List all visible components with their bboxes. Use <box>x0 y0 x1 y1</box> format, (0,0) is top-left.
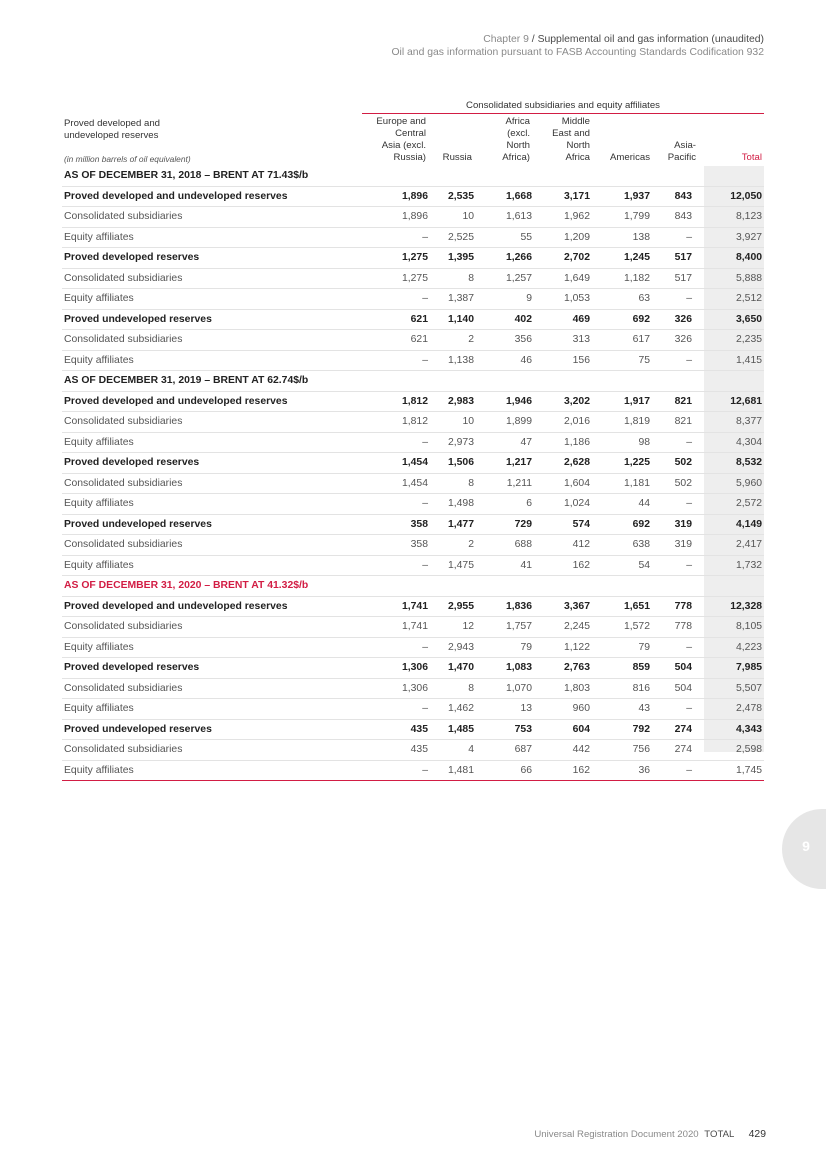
row-label-title: Proved developed and undeveloped reserves <box>64 118 161 141</box>
value-cell: 55 <box>474 227 532 248</box>
value-cell: 319 <box>650 514 692 535</box>
value-cell: 8 <box>428 473 474 494</box>
value-cell: 1,946 <box>474 391 532 412</box>
value-cell: 2 <box>428 535 474 556</box>
table-row <box>62 453 764 474</box>
value-cell: 1,070 <box>474 678 532 699</box>
value-cell: 162 <box>532 555 590 576</box>
value-cell: – <box>364 350 428 371</box>
value-cell: 1,757 <box>474 617 532 638</box>
value-cell: 1,917 <box>590 391 650 412</box>
column-header: Americas <box>610 152 650 163</box>
section-header-row <box>62 576 764 597</box>
value-cell: 75 <box>590 350 650 371</box>
value-cell: 2 <box>428 330 474 351</box>
brand-name: TOTAL <box>704 1129 734 1140</box>
total-cell: 2,512 <box>692 289 764 310</box>
value-cell: 1,275 <box>364 248 428 269</box>
value-cell: 504 <box>650 658 692 679</box>
value-cell: 1,812 <box>364 391 428 412</box>
value-cell: 687 <box>474 740 532 761</box>
total-cell: 1,415 <box>692 350 764 371</box>
value-cell: 4 <box>428 740 474 761</box>
value-cell: 36 <box>590 760 650 781</box>
value-cell: 1,572 <box>590 617 650 638</box>
section-title: AS OF DECEMBER 31, 2019 – BRENT AT 62.74$/b <box>62 371 764 392</box>
value-cell: – <box>650 555 692 576</box>
value-cell: – <box>650 637 692 658</box>
table-row <box>62 699 764 720</box>
chapter-title: Supplemental oil and gas information (unaudited) <box>537 34 764 45</box>
value-cell: 2,628 <box>532 453 590 474</box>
table-row <box>62 391 764 412</box>
row-label: Equity affiliates <box>62 350 364 371</box>
row-label: Proved undeveloped reserves <box>62 719 364 740</box>
value-cell: 1,306 <box>364 658 428 679</box>
total-cell: 2,572 <box>692 494 764 515</box>
value-cell: 688 <box>474 535 532 556</box>
row-label: Equity affiliates <box>62 289 364 310</box>
value-cell: 692 <box>590 514 650 535</box>
value-cell: 1,454 <box>364 453 428 474</box>
value-cell: 692 <box>590 309 650 330</box>
value-cell: 356 <box>474 330 532 351</box>
row-label: Proved developed and undeveloped reserves <box>62 186 364 207</box>
row-label: Equity affiliates <box>62 432 364 453</box>
value-cell: 41 <box>474 555 532 576</box>
value-cell: 621 <box>364 330 428 351</box>
table-row <box>62 309 764 330</box>
value-cell: 502 <box>650 473 692 494</box>
value-cell: – <box>364 289 428 310</box>
value-cell: 2,525 <box>428 227 474 248</box>
value-cell: – <box>650 350 692 371</box>
chapter-line: Chapter 9 / Supplemental oil and gas information (unaudited) <box>483 34 764 45</box>
value-cell: 1,604 <box>532 473 590 494</box>
table-row <box>62 596 764 617</box>
table-row <box>62 227 764 248</box>
value-cell: 843 <box>650 207 692 228</box>
value-cell: 1,741 <box>364 617 428 638</box>
total-cell: 4,149 <box>692 514 764 535</box>
value-cell: 98 <box>590 432 650 453</box>
value-cell: 1,937 <box>590 186 650 207</box>
total-cell: 5,960 <box>692 473 764 494</box>
chapter-tab-number: 9 <box>802 838 810 854</box>
total-cell: 3,650 <box>692 309 764 330</box>
value-cell: 1,024 <box>532 494 590 515</box>
value-cell: 2,016 <box>532 412 590 433</box>
value-cell: 412 <box>532 535 590 556</box>
value-cell: 46 <box>474 350 532 371</box>
row-label: Proved undeveloped reserves <box>62 514 364 535</box>
column-header: Asia- Pacific <box>667 140 696 163</box>
value-cell: 13 <box>474 699 532 720</box>
section-title: AS OF DECEMBER 31, 2018 – BRENT AT 71.43$/b <box>62 166 764 186</box>
value-cell: 1,649 <box>532 268 590 289</box>
value-cell: 792 <box>590 719 650 740</box>
value-cell: 156 <box>532 350 590 371</box>
table-row <box>62 637 764 658</box>
value-cell: 1,211 <box>474 473 532 494</box>
value-cell: 2,943 <box>428 637 474 658</box>
table-row <box>62 514 764 535</box>
value-cell: – <box>364 699 428 720</box>
total-cell: 12,681 <box>692 391 764 412</box>
value-cell: 504 <box>650 678 692 699</box>
value-cell: 1,613 <box>474 207 532 228</box>
table-row <box>62 248 764 269</box>
value-cell: 778 <box>650 596 692 617</box>
row-label: Consolidated subsidiaries <box>62 268 364 289</box>
value-cell: 1,395 <box>428 248 474 269</box>
value-cell: 326 <box>650 309 692 330</box>
row-label: Equity affiliates <box>62 227 364 248</box>
row-label: Consolidated subsidiaries <box>62 678 364 699</box>
row-label: Consolidated subsidiaries <box>62 535 364 556</box>
page-number: 429 <box>748 1129 766 1140</box>
column-header: Middle East and North Africa <box>552 116 590 163</box>
value-cell: 617 <box>590 330 650 351</box>
column-group-rule <box>362 113 764 114</box>
row-label: Consolidated subsidiaries <box>62 617 364 638</box>
row-label: Proved undeveloped reserves <box>62 309 364 330</box>
table-row <box>62 555 764 576</box>
value-cell: 1,182 <box>590 268 650 289</box>
value-cell: 1,387 <box>428 289 474 310</box>
table-row <box>62 473 764 494</box>
value-cell: 10 <box>428 207 474 228</box>
value-cell: 1,138 <box>428 350 474 371</box>
value-cell: 1,181 <box>590 473 650 494</box>
column-header: Total <box>741 152 762 163</box>
value-cell: 1,498 <box>428 494 474 515</box>
value-cell: 1,306 <box>364 678 428 699</box>
page-footer <box>534 1129 766 1140</box>
row-label: Consolidated subsidiaries <box>62 207 364 228</box>
total-cell: 1,745 <box>692 760 764 781</box>
value-cell: 502 <box>650 453 692 474</box>
value-cell: 1,506 <box>428 453 474 474</box>
table-row <box>62 186 764 207</box>
value-cell: 574 <box>532 514 590 535</box>
value-cell: 1,275 <box>364 268 428 289</box>
total-cell: 8,400 <box>692 248 764 269</box>
value-cell: 326 <box>650 330 692 351</box>
value-cell: 1,140 <box>428 309 474 330</box>
value-cell: 816 <box>590 678 650 699</box>
value-cell: 1,896 <box>364 207 428 228</box>
table-row <box>62 740 764 761</box>
value-cell: 274 <box>650 740 692 761</box>
total-cell: 8,532 <box>692 453 764 474</box>
value-cell: 469 <box>532 309 590 330</box>
value-cell: 358 <box>364 535 428 556</box>
value-cell: 604 <box>532 719 590 740</box>
table-row <box>62 330 764 351</box>
table-row <box>62 289 764 310</box>
row-label: Consolidated subsidiaries <box>62 330 364 351</box>
value-cell: 3,171 <box>532 186 590 207</box>
value-cell: 2,245 <box>532 617 590 638</box>
row-label: Proved developed reserves <box>62 248 364 269</box>
column-header: Africa (excl. North Africa) <box>502 116 530 163</box>
row-label: Proved developed reserves <box>62 658 364 679</box>
value-cell: – <box>650 699 692 720</box>
unit-note: (in million barrels of oil equivalent) <box>64 154 191 164</box>
value-cell: 435 <box>364 740 428 761</box>
total-cell: 8,377 <box>692 412 764 433</box>
value-cell: 638 <box>590 535 650 556</box>
value-cell: – <box>650 227 692 248</box>
value-cell: 402 <box>474 309 532 330</box>
value-cell: 1,812 <box>364 412 428 433</box>
value-cell: 517 <box>650 268 692 289</box>
section-title: AS OF DECEMBER 31, 2020 – BRENT AT 41.32$/b <box>62 576 764 597</box>
row-label: Equity affiliates <box>62 637 364 658</box>
value-cell: 1,651 <box>590 596 650 617</box>
table-row <box>62 658 764 679</box>
value-cell: 54 <box>590 555 650 576</box>
value-cell: 1,245 <box>590 248 650 269</box>
value-cell: 319 <box>650 535 692 556</box>
table-row <box>62 207 764 228</box>
value-cell: 1,209 <box>532 227 590 248</box>
value-cell: 1,225 <box>590 453 650 474</box>
total-cell: 1,732 <box>692 555 764 576</box>
document-title: Universal Registration Document 2020 <box>534 1129 699 1140</box>
column-header: Russia <box>442 152 472 163</box>
reserves-table <box>62 166 764 781</box>
total-cell: 2,417 <box>692 535 764 556</box>
value-cell: 1,799 <box>590 207 650 228</box>
value-cell: 1,454 <box>364 473 428 494</box>
total-cell: 5,888 <box>692 268 764 289</box>
value-cell: 313 <box>532 330 590 351</box>
value-cell: 2,535 <box>428 186 474 207</box>
value-cell: – <box>364 227 428 248</box>
value-cell: – <box>650 494 692 515</box>
total-cell: 4,343 <box>692 719 764 740</box>
row-label: Equity affiliates <box>62 760 364 781</box>
row-label: Proved developed reserves <box>62 453 364 474</box>
value-cell: 843 <box>650 186 692 207</box>
total-cell: 2,478 <box>692 699 764 720</box>
value-cell: 1,470 <box>428 658 474 679</box>
column-group-label: Consolidated subsidiaries and equity affiliates <box>466 100 660 111</box>
table-row <box>62 760 764 781</box>
value-cell: 859 <box>590 658 650 679</box>
value-cell: 1,741 <box>364 596 428 617</box>
value-cell: 729 <box>474 514 532 535</box>
value-cell: 66 <box>474 760 532 781</box>
value-cell: 621 <box>364 309 428 330</box>
value-cell: – <box>364 637 428 658</box>
value-cell: 3,367 <box>532 596 590 617</box>
value-cell: 821 <box>650 391 692 412</box>
column-header: Europe and Central Asia (excl. Russia) <box>376 116 426 163</box>
total-cell: 5,507 <box>692 678 764 699</box>
row-label: Equity affiliates <box>62 555 364 576</box>
value-cell: 1,462 <box>428 699 474 720</box>
value-cell: 1,186 <box>532 432 590 453</box>
value-cell: 44 <box>590 494 650 515</box>
row-label: Equity affiliates <box>62 699 364 720</box>
value-cell: 756 <box>590 740 650 761</box>
value-cell: 9 <box>474 289 532 310</box>
value-cell: 8 <box>428 268 474 289</box>
value-cell: 1,899 <box>474 412 532 433</box>
value-cell: 63 <box>590 289 650 310</box>
value-cell: 1,836 <box>474 596 532 617</box>
value-cell: 12 <box>428 617 474 638</box>
value-cell: 274 <box>650 719 692 740</box>
table-row <box>62 350 764 371</box>
value-cell: 1,477 <box>428 514 474 535</box>
value-cell: 79 <box>590 637 650 658</box>
value-cell: 1,481 <box>428 760 474 781</box>
total-cell: 3,927 <box>692 227 764 248</box>
value-cell: 1,217 <box>474 453 532 474</box>
value-cell: 358 <box>364 514 428 535</box>
section-header-row <box>62 371 764 392</box>
value-cell: 8 <box>428 678 474 699</box>
value-cell: 162 <box>532 760 590 781</box>
table-row <box>62 617 764 638</box>
value-cell: 10 <box>428 412 474 433</box>
value-cell: – <box>364 555 428 576</box>
total-cell: 12,050 <box>692 186 764 207</box>
value-cell: – <box>364 760 428 781</box>
value-cell: 1,819 <box>590 412 650 433</box>
value-cell: 47 <box>474 432 532 453</box>
value-cell: 3,202 <box>532 391 590 412</box>
row-label: Consolidated subsidiaries <box>62 412 364 433</box>
value-cell: 1,962 <box>532 207 590 228</box>
value-cell: 1,122 <box>532 637 590 658</box>
value-cell: 138 <box>590 227 650 248</box>
value-cell: 435 <box>364 719 428 740</box>
row-label: Equity affiliates <box>62 494 364 515</box>
table-row <box>62 678 764 699</box>
value-cell: – <box>650 760 692 781</box>
value-cell: – <box>650 289 692 310</box>
value-cell: 2,955 <box>428 596 474 617</box>
row-label: Consolidated subsidiaries <box>62 473 364 494</box>
value-cell: 43 <box>590 699 650 720</box>
total-cell: 4,223 <box>692 637 764 658</box>
value-cell: 1,475 <box>428 555 474 576</box>
total-cell: 2,598 <box>692 740 764 761</box>
row-label: Proved developed and undeveloped reserves <box>62 596 364 617</box>
total-cell: 2,235 <box>692 330 764 351</box>
total-cell: 8,105 <box>692 617 764 638</box>
value-cell: 517 <box>650 248 692 269</box>
page-header <box>391 33 764 59</box>
total-cell: 4,304 <box>692 432 764 453</box>
total-cell: 7,985 <box>692 658 764 679</box>
value-cell: 1,803 <box>532 678 590 699</box>
value-cell: 1,896 <box>364 186 428 207</box>
table-row <box>62 494 764 515</box>
value-cell: 442 <box>532 740 590 761</box>
table-row <box>62 412 764 433</box>
value-cell: 960 <box>532 699 590 720</box>
table-row <box>62 535 764 556</box>
value-cell: 2,702 <box>532 248 590 269</box>
value-cell: 2,973 <box>428 432 474 453</box>
value-cell: 6 <box>474 494 532 515</box>
value-cell: – <box>364 432 428 453</box>
value-cell: 1,668 <box>474 186 532 207</box>
total-cell: 8,123 <box>692 207 764 228</box>
value-cell: 821 <box>650 412 692 433</box>
value-cell: 1,485 <box>428 719 474 740</box>
section-header-row <box>62 166 764 186</box>
total-cell: 12,328 <box>692 596 764 617</box>
value-cell: 2,983 <box>428 391 474 412</box>
table-row <box>62 268 764 289</box>
value-cell: 1,053 <box>532 289 590 310</box>
value-cell: – <box>364 494 428 515</box>
value-cell: – <box>650 432 692 453</box>
chapter-subtitle: Oil and gas information pursuant to FASB Accounting Standards Codification 932 <box>391 47 764 58</box>
value-cell: 1,266 <box>474 248 532 269</box>
value-cell: 2,763 <box>532 658 590 679</box>
value-cell: 778 <box>650 617 692 638</box>
value-cell: 753 <box>474 719 532 740</box>
chapter-label: Chapter 9 <box>483 34 529 45</box>
row-label: Consolidated subsidiaries <box>62 740 364 761</box>
value-cell: 1,083 <box>474 658 532 679</box>
value-cell: 79 <box>474 637 532 658</box>
value-cell: 1,257 <box>474 268 532 289</box>
table-row <box>62 432 764 453</box>
table-row <box>62 719 764 740</box>
row-label: Proved developed and undeveloped reserves <box>62 391 364 412</box>
